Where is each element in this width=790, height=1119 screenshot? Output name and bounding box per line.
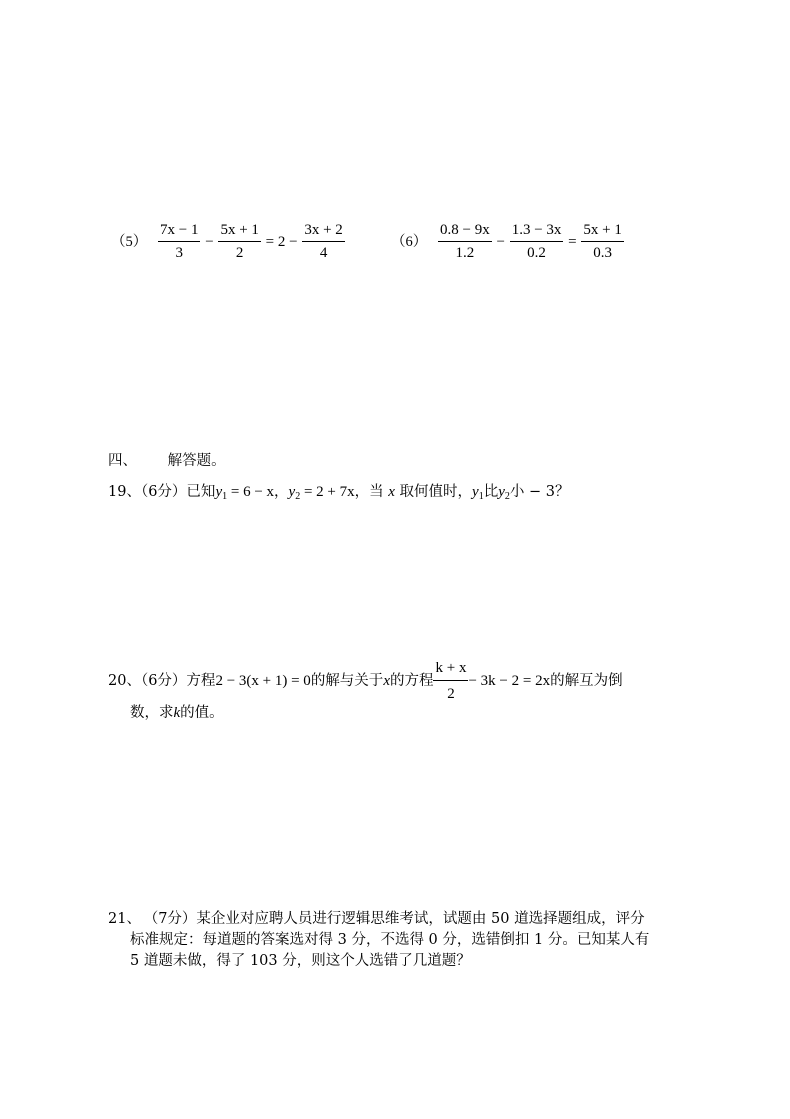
question-number: 20、 [108, 673, 141, 689]
problem-5-fraction-1: $\frac{7x - 1}{3}$ [160, 222, 199, 261]
problem-6-fraction-2: $\frac{1.3 - 3x}{0.2}$ [511, 222, 562, 261]
problem-6-fraction-3: $\frac{5x + 1}{0.3}$ [583, 222, 622, 261]
problem-5-fraction-2: $\frac{5x + 1}{2}$ [220, 222, 259, 261]
problem-6 [390, 222, 624, 262]
section-title: 解答题。 [167, 453, 226, 469]
problem-5-label: （5） [111, 234, 148, 250]
section-number: 四、 [108, 453, 137, 469]
question-20: 20、（6分）方程2 − 3(x + 1) = 0的解与关于x的方程 $\frac{k + x}{2}$ − 3k − 2 = 2x的解互为倒 [108, 660, 623, 702]
question-21-line-3: 5 道题未做，得了 103 分，则这个人选错了几道题？ [130, 953, 471, 969]
minus-sign: − [496, 233, 505, 250]
problem-6-fraction-1: $\frac{0.8 - 9x}{1.2}$ [440, 222, 490, 261]
section-heading [108, 451, 226, 471]
question-number: 19、 [108, 484, 141, 500]
minus-sign: − [205, 233, 214, 250]
question-20-fraction: $\frac{k + x}{2}$ [435, 660, 467, 702]
problem-5-fraction-3: $\frac{3x + 2}{4}$ [304, 222, 343, 261]
question-number: 21、 [108, 911, 141, 927]
equals-expression: = 2 − [265, 233, 298, 250]
question-21: 21、 （7分）某企业对应聘人员进行逻辑思维考试，试题由 50 道选择题组成，评分 [108, 911, 645, 927]
problem-5 [110, 222, 345, 262]
question-21-line-2: 标准规定：每道题的答案选对得 3 分，不选得 0 分，选错倒扣 1 分。已知某人有 [130, 932, 650, 948]
equals-sign: = [568, 233, 577, 250]
problem-6-label: （6） [391, 234, 428, 250]
question-19: 19、（6分）已知$y_1 = 6 - x$，$y_2 = 2 + 7x$，当 x 取何值时，$y_1$比$y_2$小 − 3？ [108, 484, 570, 502]
question-20-line-2: 数，求k的值。 [130, 705, 224, 721]
